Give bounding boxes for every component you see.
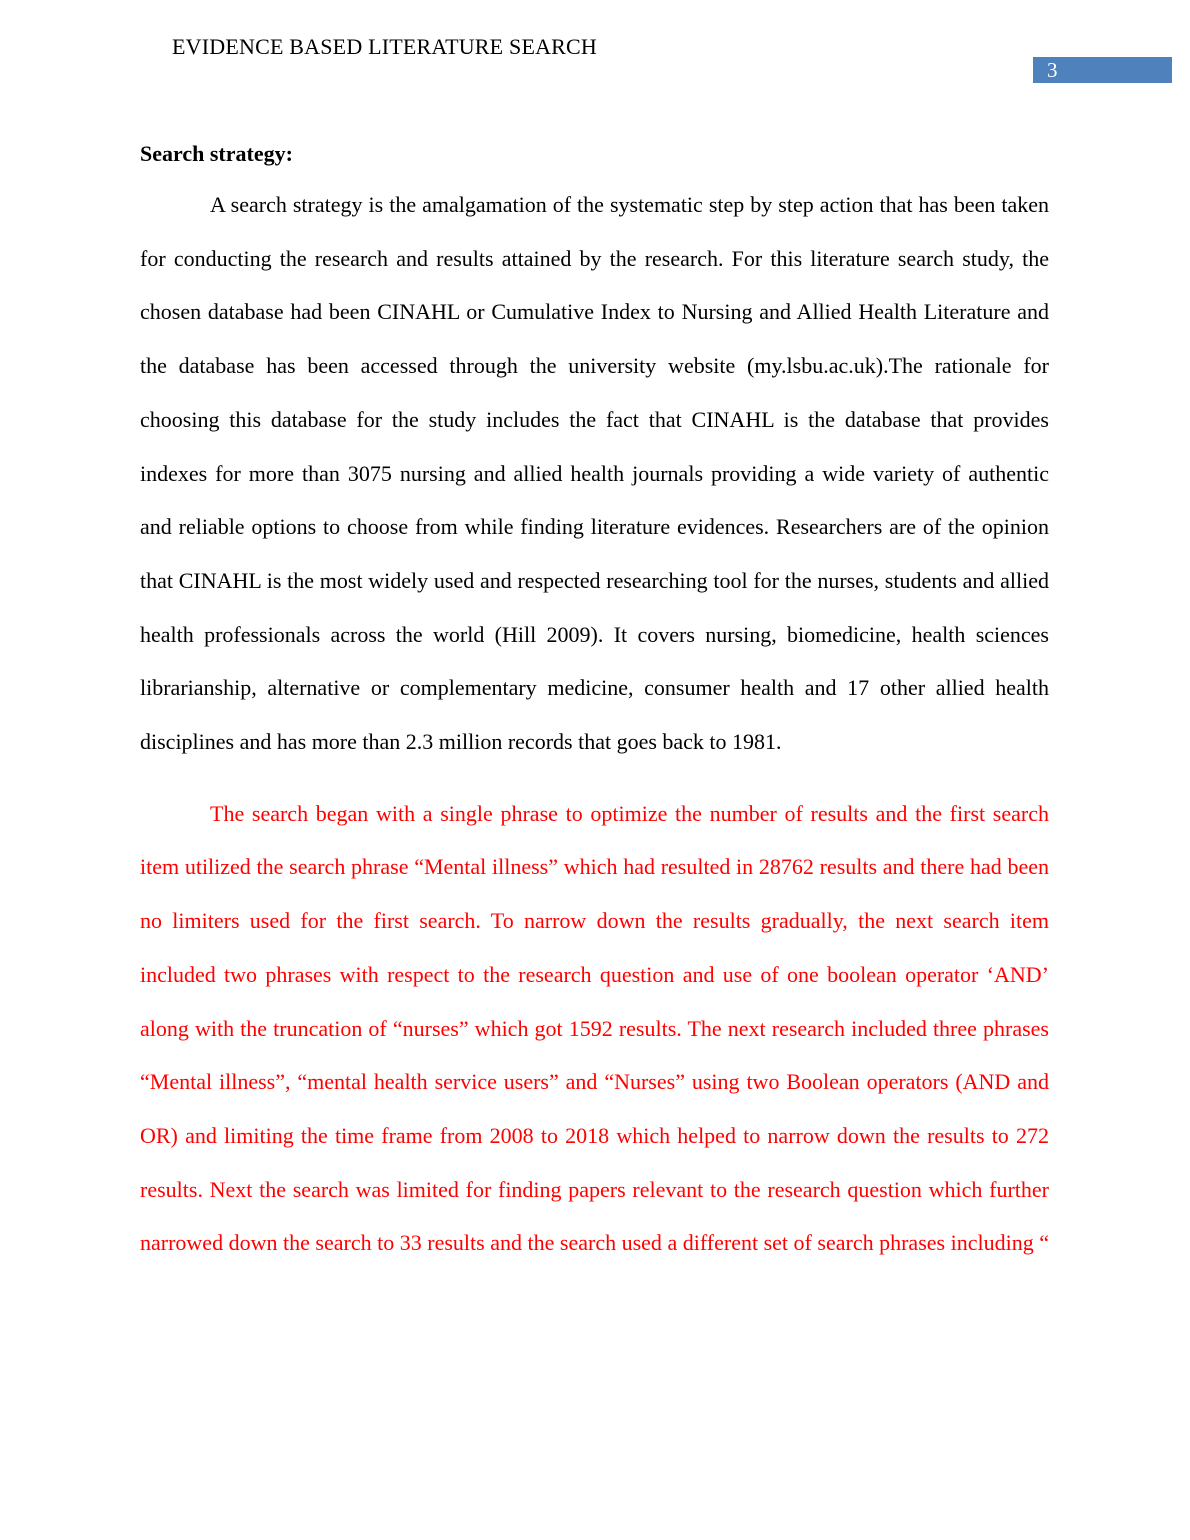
- page-number: 3: [1047, 58, 1058, 82]
- paragraph-search-process: The search began with a single phrase to optimize the number of results and the first search item utilized the search phrase “Mental illness” which had resulted in 28762 results and there had been no limiters used for the first search. To narrow down the results gradually, the next search item included two phrases with respect to the research question and use of one boolean operator ‘AND’ along with the truncation of “nurses” which got 1592 results. The next research included three phrases “Mental illness”, “mental health service users” and “Nurses” using two Boolean operators (AND and OR) and limiting the time frame from 2008 to 2018 which helped to narrow down the results to 272 results. Next the search was limited for finding papers relevant to the research question which further narrowed down the search to 33 results and the search used a different set of search phrases including “: [140, 800, 1049, 1256]
- page-number-box: [1033, 57, 1172, 83]
- paragraph-search-strategy: A search strategy is the amalgamation of the systematic step by step action that has been taken for conducting the research and results attained by the research. For this literature search study, the chosen database had been CINAHL or Cumulative Index to Nursing and Allied Health Literature and the database has been accessed through the university website (my.lsbu.ac.uk).The rationale for choosing this database for the study includes the fact that CINAHL is the database that provides indexes for more than 3075 nursing and allied health journals providing a wide variety of authentic and reliable options to choose from while finding literature evidences. Researchers are of the opinion that CINAHL is the most widely used and respected researching tool for the nurses, students and allied health professionals across the world (Hill 2009). It covers nursing, biomedicine, health sciences librarianship, alternative or complementary medicine, consumer health and 17 other allied health disciplines and has more than 2.3 million records that goes back to 1981.: [140, 192, 1049, 755]
- document-body: [140, 138, 1049, 1270]
- section-heading: Search strategy:: [140, 141, 293, 166]
- running-head: EVIDENCE BASED LITERATURE SEARCH: [172, 34, 598, 59]
